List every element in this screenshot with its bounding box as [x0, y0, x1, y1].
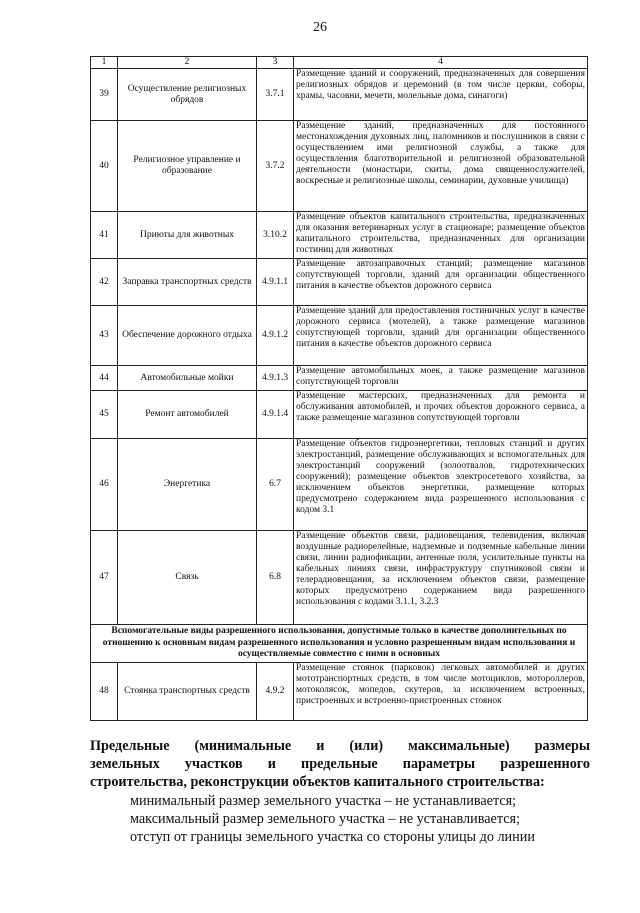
use-description: Размещение объектов капитального строительства, предназначенных для оказания ветеринарных услуг в стационаре; размещение объектов капитального строительства, предназначенных для организации гостиниц для животных	[294, 212, 588, 259]
use-code: 4.9.2	[257, 662, 294, 720]
col-header-2: 2	[118, 57, 257, 69]
use-code: 6.8	[257, 531, 294, 625]
table-row	[91, 439, 588, 531]
use-description: Размещение объектов связи, радиовещания, телевидения, включая воздушные радиорелейные, надземные и подземные кабельные линии связи, линии радиофикации, антенные поля, усилительные пункты на кабельных линиях связи, инфраструктуру спутниковой связи и телерадиовещания, за исключением объектов связи, размещение которых предусмотрено содержанием вида разрешенного использования с кодами 3.1.1, 3.2.3	[294, 531, 588, 625]
use-name: Связь	[118, 531, 257, 625]
row-number: 39	[91, 69, 118, 121]
page-number: 26	[313, 20, 327, 35]
row-number: 46	[91, 439, 118, 531]
use-name: Ремонт автомобилей	[118, 391, 257, 439]
paragraph-min-size: минимальный размер земельного участка – не устанавливается;	[130, 793, 517, 809]
use-name: Энергетика	[118, 439, 257, 531]
use-name: Приюты для животных	[118, 212, 257, 259]
use-description: Размещение зданий, предназначенных для постоянного местонахождения духовных лиц, паломников и послушников в связи с осуществлением ими религиозной службы, а также для осуществления благотворительной и религиозной образовательной деятельности (монастыри, скиты, дома священнослужителей, воскресные и религиозные школы, семинарии, духовные училища)	[294, 121, 588, 212]
use-name: Автомобильные мойки	[118, 366, 257, 391]
row-number: 40	[91, 121, 118, 212]
table-row	[91, 366, 588, 391]
section-header-row	[91, 625, 588, 663]
use-description: Размещение зданий и сооружений, предназначенных для совершения религиозных обрядов и церемоний (в том числе церкви, соборы, храмы, часовни, мечети, молельные дома, синагоги)	[294, 69, 588, 121]
use-code: 4.9.1.1	[257, 259, 294, 306]
row-number: 44	[91, 366, 118, 391]
use-description: Размещение объектов гидроэнергетики, тепловых станций и других электростанций, размещение обслуживающих и вспомогательных для электростанций сооружений (золоотвалов, гидротехнических сооружений); размещение объектов электросетевого хозяйства, за исключением объектов энергетики, размещение которых предусмотрено содержанием вида разрешенного использования с кодом 3.1	[294, 439, 588, 531]
use-name: Заправка транспортных средств	[118, 259, 257, 306]
parameters-list	[90, 792, 590, 846]
use-name: Обеспечение дорожного отдыха	[118, 306, 257, 366]
use-description: Размещение стоянок (парковок) легковых автомобилей и других мототранспортных средств, в том числе мотоциклов, мотороллеров, мотоколясок, мопедов, скутеров, за исключением встроенных, пристроенных и встроенно-пристроенных стоянок	[294, 662, 588, 720]
use-code: 4.9.1.4	[257, 391, 294, 439]
table-row	[91, 259, 588, 306]
section-header: Вспомогательные виды разрешенного использования, допустимые только в качестве дополнительных по отношению к основным видам разрешенного использования и условно разрешенным видам использования и осуществляемые совместно с ними в основных	[91, 625, 588, 663]
use-code: 4.9.1.2	[257, 306, 294, 366]
table-header-row	[91, 57, 588, 69]
use-code: 3.10.2	[257, 212, 294, 259]
use-name: Религиозное управление и образование	[118, 121, 257, 212]
use-description: Размещение мастерских, предназначенных для ремонта и обслуживания автомобилей, и прочих объектов дорожного сервиса, а также размещение магазинов сопутствующей торговли	[294, 391, 588, 439]
use-code: 6.7	[257, 439, 294, 531]
paragraph-max-size: максимальный размер земельного участка – не устанавливается;	[130, 811, 520, 827]
heading-line: строительства, реконструкции объектов капитального строительства:	[90, 774, 545, 790]
table-row	[91, 69, 588, 121]
use-code: 3.7.1	[257, 69, 294, 121]
use-code: 3.7.2	[257, 121, 294, 212]
use-code: 4.9.1.3	[257, 366, 294, 391]
land-use-table	[90, 56, 588, 721]
table-row	[91, 391, 588, 439]
table-row	[91, 212, 588, 259]
use-name: Стоянка транспортных средств	[118, 662, 257, 720]
use-description: Размещение автозаправочных станций; размещение магазинов сопутствующей торговли, зданий для организации общественного питания в качестве объектов дорожного сервиса	[294, 259, 588, 306]
heading-line: Предельные (минимальные и (или) максимальные) размеры	[90, 738, 590, 754]
row-number: 42	[91, 259, 118, 306]
row-number: 48	[91, 662, 118, 720]
row-number: 45	[91, 391, 118, 439]
use-name: Осуществление религиозных обрядов	[118, 69, 257, 121]
table-row	[91, 662, 588, 720]
use-description: Размещение автомобильных моек, а также размещение магазинов сопутствующей торговли	[294, 366, 588, 391]
paragraph-setback: отступ от границы земельного участка со стороны улицы до линии	[130, 829, 535, 845]
table-row	[91, 306, 588, 366]
col-header-4: 4	[294, 57, 588, 69]
table-row	[91, 531, 588, 625]
row-number: 43	[91, 306, 118, 366]
row-number: 47	[91, 531, 118, 625]
col-header-3: 3	[257, 57, 294, 69]
row-number: 41	[91, 212, 118, 259]
col-header-1: 1	[91, 57, 118, 69]
heading-line: земельных участков и предельные параметры разрешенного	[90, 756, 590, 772]
table-row	[91, 121, 588, 212]
use-description: Размещение зданий для предоставления гостиничных услуг в качестве дорожного сервиса (мотелей), а также размещение магазинов сопутствующей торговли, зданий для организации общественного питания в качестве объектов дорожного сервиса	[294, 306, 588, 366]
parameters-heading	[90, 737, 590, 791]
